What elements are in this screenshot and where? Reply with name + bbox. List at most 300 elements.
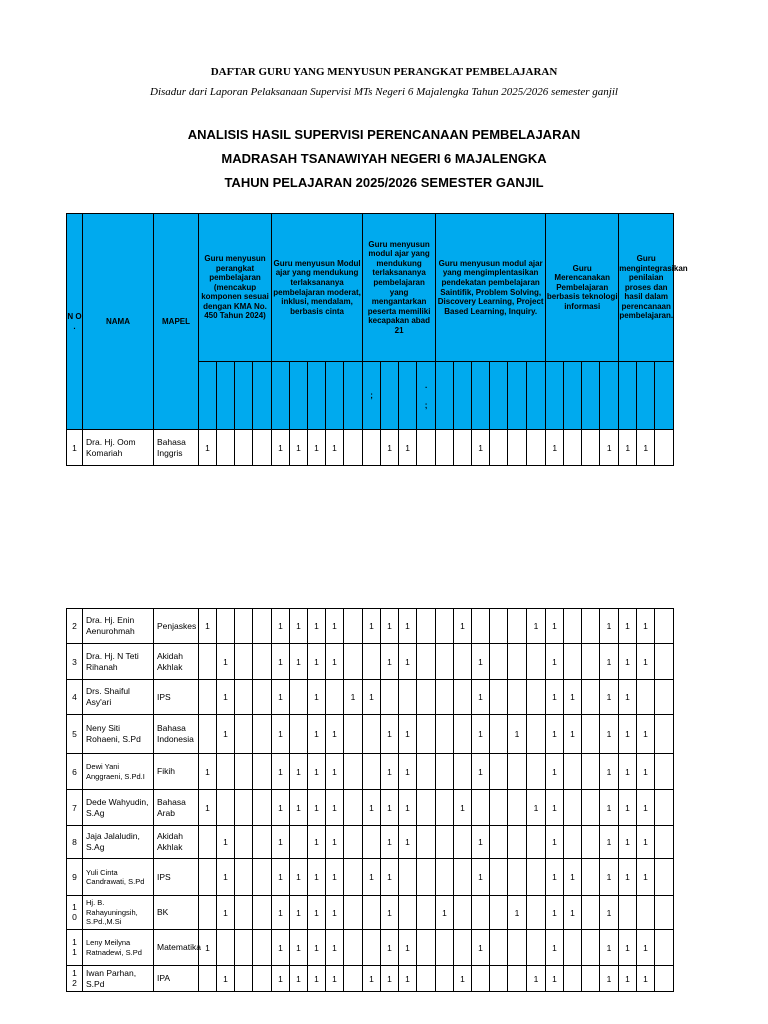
score-cell: 1 <box>381 826 399 859</box>
header-criterion-3: Guru menyusun modul ajar yang mendukung terlaksananya pembelajaran yang mengantarkan peserta memiliki kecapakan abad 21 <box>363 214 436 362</box>
score-cell <box>582 430 600 466</box>
subheader-cell <box>600 362 619 430</box>
subheader-cell <box>472 362 490 430</box>
score-cell <box>253 790 272 826</box>
score-cell: 1 <box>308 644 326 680</box>
score-cell: 1 <box>308 859 326 896</box>
score-cell <box>436 826 454 859</box>
score-cell <box>508 644 527 680</box>
score-cell: 1 <box>600 430 619 466</box>
score-cell: 1 <box>326 430 344 466</box>
score-cell <box>436 609 454 644</box>
score-cell <box>235 859 253 896</box>
score-cell: 1 <box>308 715 326 754</box>
score-cell: 1 <box>454 790 472 826</box>
subheader-cell <box>308 362 326 430</box>
document-title: DAFTAR GURU YANG MENYUSUN PERANGKAT PEMBELAJARAN <box>210 66 558 78</box>
score-cell <box>381 680 399 715</box>
score-cell <box>490 790 508 826</box>
score-cell <box>527 859 546 896</box>
score-cell <box>417 715 436 754</box>
score-cell: 1 <box>326 896 344 930</box>
score-cell: 1 <box>399 930 417 966</box>
subheader-cell <box>436 362 454 430</box>
score-cell: 1 <box>637 930 655 966</box>
score-cell: 1 <box>600 644 619 680</box>
score-cell <box>564 930 582 966</box>
score-cell <box>217 790 235 826</box>
score-cell <box>564 790 582 826</box>
score-cell <box>564 754 582 790</box>
score-cell <box>490 715 508 754</box>
score-cell <box>655 754 674 790</box>
score-cell: 1 <box>308 966 326 992</box>
subheader-cell <box>235 362 253 430</box>
score-cell <box>253 826 272 859</box>
score-cell: 1 <box>619 930 637 966</box>
score-cell <box>417 966 436 992</box>
subject-name: Bahasa Indonesia <box>154 715 199 754</box>
score-cell <box>454 644 472 680</box>
score-cell: 1 <box>363 859 381 896</box>
subheader-cell <box>417 362 436 430</box>
subject-name: Penjaskes <box>154 609 199 644</box>
score-cell: 1 <box>546 859 564 896</box>
score-cell <box>454 896 472 930</box>
score-cell <box>436 930 454 966</box>
score-cell: 1 <box>272 896 290 930</box>
subheader-cell <box>454 362 472 430</box>
score-cell <box>290 715 308 754</box>
subheader-cell: ; <box>363 362 381 430</box>
score-cell <box>344 644 363 680</box>
score-cell: 1 <box>564 715 582 754</box>
score-cell: 1 <box>199 754 217 790</box>
subheader-cell <box>490 362 508 430</box>
score-cell <box>253 644 272 680</box>
score-cell: 1 <box>326 644 344 680</box>
teacher-name: Jaja Jalaludin, S.Ag <box>83 826 154 859</box>
score-cell <box>472 790 490 826</box>
score-cell: 1 <box>326 826 344 859</box>
score-cell: 1 <box>326 754 344 790</box>
score-cell: 1 <box>199 790 217 826</box>
score-cell <box>637 680 655 715</box>
score-cell <box>290 680 308 715</box>
row-number: 8 <box>67 826 83 859</box>
score-cell <box>472 966 490 992</box>
score-cell <box>344 790 363 826</box>
score-cell: 1 <box>564 896 582 930</box>
score-cell <box>454 680 472 715</box>
score-cell <box>199 644 217 680</box>
score-cell: 1 <box>637 790 655 826</box>
table-row <box>67 896 674 930</box>
score-cell <box>490 826 508 859</box>
score-cell <box>253 930 272 966</box>
score-cell <box>417 826 436 859</box>
score-cell: 1 <box>472 715 490 754</box>
row-number: 1 <box>67 430 83 466</box>
score-cell <box>508 609 527 644</box>
year-heading: TAHUN PELAJARAN 2025/2026 SEMESTER GANJIL <box>224 175 544 190</box>
score-cell: 1 <box>619 859 637 896</box>
score-cell: 1 <box>546 644 564 680</box>
score-cell <box>363 896 381 930</box>
score-cell: 1 <box>217 966 235 992</box>
score-cell: 1 <box>619 826 637 859</box>
subheader-mark: ; <box>424 400 428 410</box>
score-cell: 1 <box>326 609 344 644</box>
table-row <box>67 790 674 826</box>
score-cell <box>472 609 490 644</box>
score-cell: 1 <box>637 826 655 859</box>
score-cell <box>527 680 546 715</box>
score-cell <box>472 896 490 930</box>
teacher-name: Drs. Shaiful Asy'ari <box>83 680 154 715</box>
score-cell <box>363 644 381 680</box>
subheader-cell <box>399 362 417 430</box>
header-criterion-4: Guru menyusun modul ajar yang mengimplentasikan pendekatan pembelajaran Saintifik, Problem Solving, Discovery Learning, Project Based Learning, Inquiry. <box>436 214 546 362</box>
score-cell <box>235 609 253 644</box>
score-cell <box>490 930 508 966</box>
score-cell: 1 <box>199 609 217 644</box>
score-cell: 1 <box>399 790 417 826</box>
score-cell <box>235 826 253 859</box>
score-cell <box>436 790 454 826</box>
score-cell: 1 <box>308 609 326 644</box>
score-cell <box>344 430 363 466</box>
score-cell <box>235 790 253 826</box>
header-mapel: MAPEL <box>154 214 199 430</box>
score-cell <box>527 715 546 754</box>
score-cell: 1 <box>290 644 308 680</box>
score-cell: 1 <box>290 430 308 466</box>
score-cell: 1 <box>381 896 399 930</box>
row-number: 1 0 <box>67 896 83 930</box>
score-cell: 1 <box>600 715 619 754</box>
score-cell: 1 <box>637 715 655 754</box>
subheader-mark: . <box>424 380 428 390</box>
row-number: 2 <box>67 609 83 644</box>
score-cell <box>253 859 272 896</box>
subject-name: IPS <box>154 859 199 896</box>
score-cell <box>235 896 253 930</box>
subheader-cell <box>508 362 527 430</box>
score-cell <box>655 430 674 466</box>
score-cell: 1 <box>290 930 308 966</box>
score-cell: 1 <box>472 644 490 680</box>
score-cell <box>344 859 363 896</box>
score-cell <box>417 609 436 644</box>
subject-name: BK <box>154 896 199 930</box>
score-cell <box>582 930 600 966</box>
score-cell: 1 <box>546 966 564 992</box>
score-cell: 1 <box>272 754 290 790</box>
score-cell <box>253 715 272 754</box>
score-cell: 1 <box>308 430 326 466</box>
row-number: 7 <box>67 790 83 826</box>
score-cell <box>436 859 454 896</box>
score-cell <box>527 930 546 966</box>
score-cell: 1 <box>600 859 619 896</box>
score-cell <box>217 754 235 790</box>
score-cell: 1 <box>600 896 619 930</box>
score-cell: 1 <box>472 680 490 715</box>
score-cell <box>417 790 436 826</box>
teacher-name: Leny Meilyna Ratnadewi, S.Pd <box>83 930 154 966</box>
score-cell: 1 <box>272 609 290 644</box>
score-cell: 1 <box>619 644 637 680</box>
score-cell: 1 <box>326 790 344 826</box>
score-cell: 1 <box>637 859 655 896</box>
score-cell: 1 <box>600 680 619 715</box>
score-cell: 1 <box>508 896 527 930</box>
score-cell <box>564 966 582 992</box>
score-cell <box>582 609 600 644</box>
score-cell: 1 <box>199 930 217 966</box>
score-cell: 1 <box>363 966 381 992</box>
score-cell <box>417 644 436 680</box>
score-cell: 1 <box>272 430 290 466</box>
score-cell: 1 <box>381 609 399 644</box>
score-cell: 1 <box>326 930 344 966</box>
score-cell <box>655 790 674 826</box>
score-cell: 1 <box>381 790 399 826</box>
score-cell <box>582 790 600 826</box>
score-cell <box>344 826 363 859</box>
score-cell <box>363 430 381 466</box>
score-cell: 1 <box>308 930 326 966</box>
score-cell: 1 <box>326 859 344 896</box>
table-row <box>67 930 674 966</box>
row-number: 1 1 <box>67 930 83 966</box>
score-cell <box>490 859 508 896</box>
score-cell: 1 <box>600 754 619 790</box>
score-cell <box>399 896 417 930</box>
subheader-cell <box>272 362 290 430</box>
score-cell <box>564 644 582 680</box>
score-cell <box>454 715 472 754</box>
header-criterion-6: Guru mengintegrasikan penilaian proses dan hasil dalam perencanaan pembelajaran. <box>619 214 674 362</box>
score-cell <box>527 430 546 466</box>
score-cell: 1 <box>619 790 637 826</box>
score-cell: 1 <box>290 754 308 790</box>
score-cell <box>235 430 253 466</box>
score-cell <box>454 826 472 859</box>
score-cell: 1 <box>308 754 326 790</box>
supervision-table-page-1 <box>66 213 688 466</box>
score-cell: 1 <box>381 859 399 896</box>
score-cell <box>399 859 417 896</box>
table-row <box>67 715 674 754</box>
score-cell: 1 <box>454 966 472 992</box>
teacher-name: Dewi Yani Anggraeni, S.Pd.I <box>83 754 154 790</box>
score-cell: 1 <box>619 754 637 790</box>
score-cell: 1 <box>308 680 326 715</box>
score-cell: 1 <box>363 680 381 715</box>
score-cell <box>344 930 363 966</box>
table-row <box>67 680 674 715</box>
score-cell <box>655 680 674 715</box>
score-cell: 1 <box>472 826 490 859</box>
score-cell <box>436 430 454 466</box>
score-cell: 1 <box>199 430 217 466</box>
score-cell: 1 <box>217 715 235 754</box>
score-cell: 1 <box>600 966 619 992</box>
supervision-table-page-2 <box>66 608 674 992</box>
subheader-cell <box>564 362 582 430</box>
score-cell: 1 <box>272 644 290 680</box>
score-cell: 1 <box>381 715 399 754</box>
score-cell: 1 <box>527 790 546 826</box>
teacher-name: Dra. Hj. Enin Aenurohmah <box>83 609 154 644</box>
score-cell <box>253 680 272 715</box>
score-cell <box>363 715 381 754</box>
score-cell <box>490 644 508 680</box>
score-cell <box>217 430 235 466</box>
score-cell: 1 <box>600 609 619 644</box>
score-cell <box>363 930 381 966</box>
score-cell <box>436 680 454 715</box>
score-cell <box>363 826 381 859</box>
table-row <box>67 966 674 992</box>
table-row <box>67 859 674 896</box>
subheader-cell <box>546 362 564 430</box>
score-cell <box>199 826 217 859</box>
subheader-cell <box>637 362 655 430</box>
score-cell: 1 <box>546 680 564 715</box>
score-cell: 1 <box>454 609 472 644</box>
score-cell <box>417 754 436 790</box>
score-cell <box>582 896 600 930</box>
score-cell: 1 <box>546 930 564 966</box>
score-cell: 1 <box>619 680 637 715</box>
score-cell: 1 <box>637 966 655 992</box>
header-criterion-5: Guru Merencanakan Pembelajaran berbasis teknologi informasi <box>546 214 619 362</box>
score-cell: 1 <box>217 680 235 715</box>
subheader-cell <box>344 362 363 430</box>
score-cell: 1 <box>527 966 546 992</box>
score-cell: 1 <box>381 754 399 790</box>
score-cell: 1 <box>381 644 399 680</box>
score-cell: 1 <box>217 896 235 930</box>
score-cell: 1 <box>217 859 235 896</box>
table-row <box>67 609 674 644</box>
score-cell: 1 <box>546 430 564 466</box>
score-cell: 1 <box>381 966 399 992</box>
subheader-cell <box>199 362 217 430</box>
score-cell: 1 <box>399 966 417 992</box>
score-cell <box>199 859 217 896</box>
score-cell <box>235 715 253 754</box>
score-cell <box>290 826 308 859</box>
table-row <box>67 826 674 859</box>
score-cell <box>217 930 235 966</box>
subject-name: Fikih <box>154 754 199 790</box>
score-cell: 1 <box>217 826 235 859</box>
score-cell <box>564 430 582 466</box>
score-cell: 1 <box>308 790 326 826</box>
score-cell <box>344 966 363 992</box>
score-cell <box>199 966 217 992</box>
score-cell <box>582 644 600 680</box>
score-cell: 1 <box>546 754 564 790</box>
school-heading: MADRASAH TSANAWIYAH NEGERI 6 MAJALENGKA <box>221 151 547 166</box>
header-criterion-1: Guru menyusun perangkat pembelajaran (mencakup komponen sesuai dengan KMA No. 450 Tahun 2024) <box>199 214 272 362</box>
score-cell: 1 <box>308 826 326 859</box>
score-cell <box>454 859 472 896</box>
score-cell <box>326 680 344 715</box>
score-cell <box>344 609 363 644</box>
score-cell <box>582 754 600 790</box>
score-cell <box>582 966 600 992</box>
subheader-cell <box>217 362 235 430</box>
score-cell: 1 <box>272 715 290 754</box>
score-cell <box>253 966 272 992</box>
score-cell <box>344 754 363 790</box>
score-cell <box>344 896 363 930</box>
score-cell <box>655 930 674 966</box>
score-cell: 1 <box>272 680 290 715</box>
score-cell <box>490 609 508 644</box>
score-cell <box>490 754 508 790</box>
score-cell <box>637 896 655 930</box>
score-cell <box>417 896 436 930</box>
score-cell <box>399 680 417 715</box>
score-cell: 1 <box>619 966 637 992</box>
score-cell: 1 <box>600 826 619 859</box>
score-cell: 1 <box>326 715 344 754</box>
score-cell <box>235 644 253 680</box>
table-row <box>67 430 674 466</box>
analysis-heading: ANALISIS HASIL SUPERVISI PERENCANAAN PEMBELAJARAN <box>187 127 581 142</box>
score-cell: 1 <box>472 859 490 896</box>
score-cell: 1 <box>619 609 637 644</box>
score-cell <box>619 896 637 930</box>
score-cell <box>417 930 436 966</box>
row-number: 5 <box>67 715 83 754</box>
score-cell: 1 <box>637 430 655 466</box>
score-cell <box>655 609 674 644</box>
score-cell <box>508 966 527 992</box>
subject-name: IPA <box>154 966 199 992</box>
score-cell: 1 <box>363 609 381 644</box>
score-cell: 1 <box>399 754 417 790</box>
score-cell: 1 <box>399 644 417 680</box>
score-cell: 1 <box>600 930 619 966</box>
score-cell: 1 <box>272 930 290 966</box>
score-cell <box>436 754 454 790</box>
score-cell <box>454 754 472 790</box>
score-cell <box>235 754 253 790</box>
score-cell: 1 <box>637 609 655 644</box>
score-cell: 1 <box>272 826 290 859</box>
score-cell <box>235 930 253 966</box>
score-cell <box>253 609 272 644</box>
score-cell <box>527 826 546 859</box>
teacher-name: Dede Wahyudin, S.Ag <box>83 790 154 826</box>
score-cell: 1 <box>546 790 564 826</box>
subheader-cell <box>582 362 600 430</box>
row-number: 3 <box>67 644 83 680</box>
score-cell <box>363 754 381 790</box>
score-cell <box>344 715 363 754</box>
subject-name: Akidah Akhlak <box>154 826 199 859</box>
score-cell: 1 <box>619 430 637 466</box>
score-cell: 1 <box>344 680 363 715</box>
score-cell <box>582 859 600 896</box>
